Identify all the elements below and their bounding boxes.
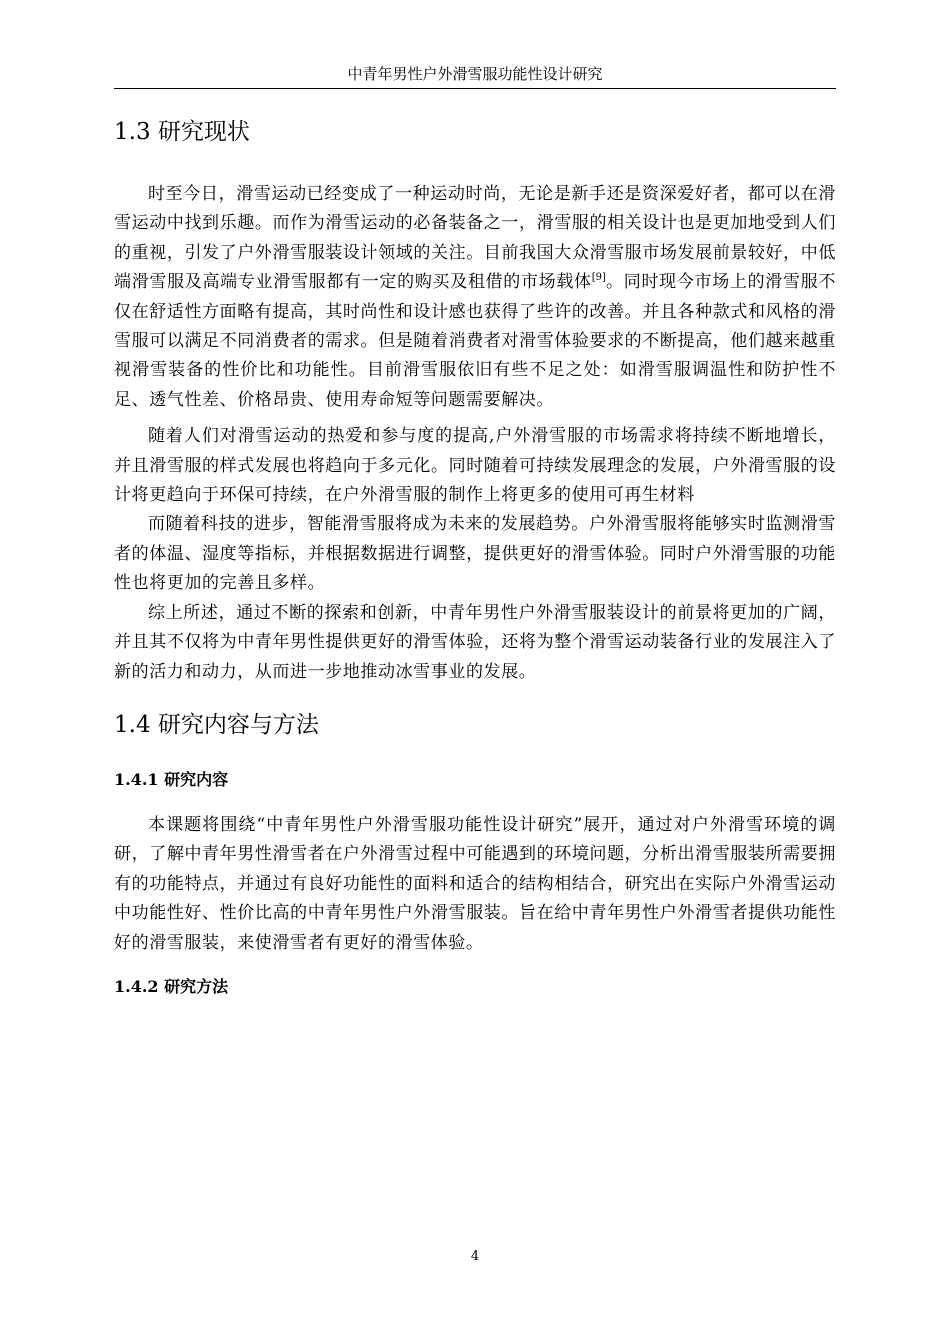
subsection-heading-1-4-1: 1.4.1 研究内容 [114, 769, 229, 789]
page-number: 4 [470, 1249, 480, 1264]
paragraph: 本课题将围绕“中青年男性户外滑雪服功能性设计研究”展开，通过对户外滑雪环境的调研，了解中青年男性滑雪者在户外滑雪过程中可能遇到的环境问题，分析出滑雪服装所需要拥有的功能特点，并通过有良好功能性的面料和适合的结构相结合，研究出在实际户外滑雪运动中功能性好、性价比高的中青年男性户外滑雪服装。旨在给中青年男性户外滑雪者提供功能性好的滑雪服装，来使滑雪者有更好的滑雪体验。 [114, 814, 836, 953]
paragraph-text: 。同时现今市场上的滑雪服不仅在舒适性方面略有提高，其时尚性和设计感也获得了些许的改善。并且各种款式和风格的滑雪服可以满足不同消费者的需求。但是随着消费者对滑雪体验要求的不断提高，他们越来越重视滑雪装备的性价比和功能性。目前滑雪服依旧有些不足之处：如滑雪服调温性和防护性不足、透气性差、价格昂贵、使用寿命短等问题需要解决。 [114, 272, 836, 410]
section-heading-1-4: 1.4 研究内容与方法 [114, 711, 319, 738]
paragraph [114, 180, 836, 415]
paragraph-text: 时至今日，滑雪运动已经变成了一种运动时尚，无论是新手还是资深爱好者，都可以在滑雪运动中找到乐趣。而作为滑雪运动的必备装备之一，滑雪服的相关设计也是更加地受到人们的重视，引发了户外滑雪服装设计领域的关注。目前我国大众滑雪服市场发展前景较好，中低端滑雪服及高端专业滑雪服都有一定的购买及租借的市场载体 [114, 184, 836, 293]
running-header: 中青年男性户外滑雪服功能性设计研究 [347, 65, 603, 83]
citation-ref: [9] [591, 272, 606, 284]
page-content [114, 112, 836, 1002]
section-heading-1-3: 1.3 研究现状 [114, 119, 250, 145]
header-rule [114, 88, 836, 89]
subsection-heading-1-4-2: 1.4.2 研究方法 [114, 976, 229, 996]
paragraph: 随着人们对滑雪运动的热爱和参与度的提高,户外滑雪服的市场需求将持续不断地增长，并且滑雪服的样式发展也将趋向于多元化。同时随着可持续发展理念的发展，户外滑雪服的设计将更趋向于环保可持续，在户外滑雪服的制作上将更多的使用可再生材料 [114, 426, 836, 506]
paragraph: 综上所述，通过不断的探索和创新，中青年男性户外滑雪服装设计的前景将更加的广阔，并且其不仅将为中青年男性提供更好的滑雪体验，还将为整个滑雪运动装备行业的发展注入了新的活力和动力，从而进一步地推动冰雪事业的发展。 [114, 602, 836, 682]
paragraph: 而随着科技的进步，智能滑雪服将成为未来的发展趋势。户外滑雪服将能够实时监测滑雪者的体温、湿度等指标，并根据数据进行调整，提供更好的滑雪体验。同时户外滑雪服的功能性也将更加的完善且多样。 [114, 514, 836, 594]
